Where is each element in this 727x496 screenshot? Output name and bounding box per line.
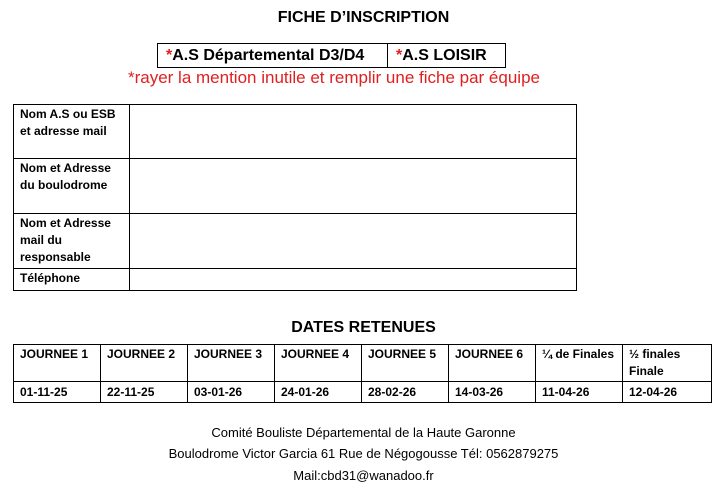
dates-table [13, 344, 712, 403]
footer-organization: Comité Bouliste Départemental de la Haute Garonne [211, 425, 516, 440]
team-info-table [13, 104, 577, 291]
option-label: A.S LOISIR [402, 46, 487, 64]
row-label: Téléphone [14, 269, 130, 291]
date-header: JOURNEE 3 [188, 345, 275, 382]
row-label: Nom et Adresse mail du responsable [14, 214, 130, 269]
form-title: FICHE D’INSCRIPTION [277, 9, 450, 26]
footer-email: Mail:cbd31@wanadoo.fr [293, 468, 434, 483]
date-value: 01-11-25 [14, 382, 101, 403]
date-header: JOURNEE 5 [362, 345, 449, 382]
table-row [14, 214, 577, 269]
option-loisir [387, 44, 505, 67]
date-header: JOURNEE 6 [449, 345, 536, 382]
date-header: JOURNEE 4 [275, 345, 362, 382]
date-value: 28-02-26 [362, 382, 449, 403]
option-departemental [158, 44, 387, 67]
date-value: 11-04-26 [536, 382, 623, 403]
option-star: * [396, 46, 403, 64]
date-value: 12-04-26 [623, 382, 712, 403]
dates-title: DATES RETENUES [291, 319, 436, 336]
row-label: Nom et Adresse du boulodrome [14, 159, 130, 214]
row-value-field[interactable] [130, 105, 577, 159]
footer-address: Boulodrome Victor Garcia 61 Rue de Négogousse Tél: 0562879275 [168, 446, 559, 461]
row-value-field[interactable] [130, 159, 577, 214]
table-row [14, 269, 577, 291]
table-row [14, 159, 577, 214]
date-header: ½ finales Finale [623, 345, 712, 382]
date-header: JOURNEE 1 [14, 345, 101, 382]
option-label: A.S Départemental D3/D4 [172, 46, 365, 64]
date-header: JOURNEE 2 [101, 345, 188, 382]
date-value: 14-03-26 [449, 382, 536, 403]
row-value-field[interactable] [130, 269, 577, 291]
date-header: ¼ de Finales [536, 345, 623, 382]
dates-value-row [14, 382, 712, 403]
instruction-note: *rayer la mention inutile et remplir une fiche par équipe [127, 68, 540, 87]
date-value: 03-01-26 [188, 382, 275, 403]
row-label: Nom A.S ou ESB et adresse mail [14, 105, 130, 159]
row-value-field[interactable] [130, 214, 577, 269]
table-row [14, 105, 577, 159]
date-value: 22-11-25 [101, 382, 188, 403]
date-value: 24-01-26 [275, 382, 362, 403]
option-star: * [166, 46, 173, 64]
dates-header-row [14, 345, 712, 382]
category-options [157, 43, 506, 68]
